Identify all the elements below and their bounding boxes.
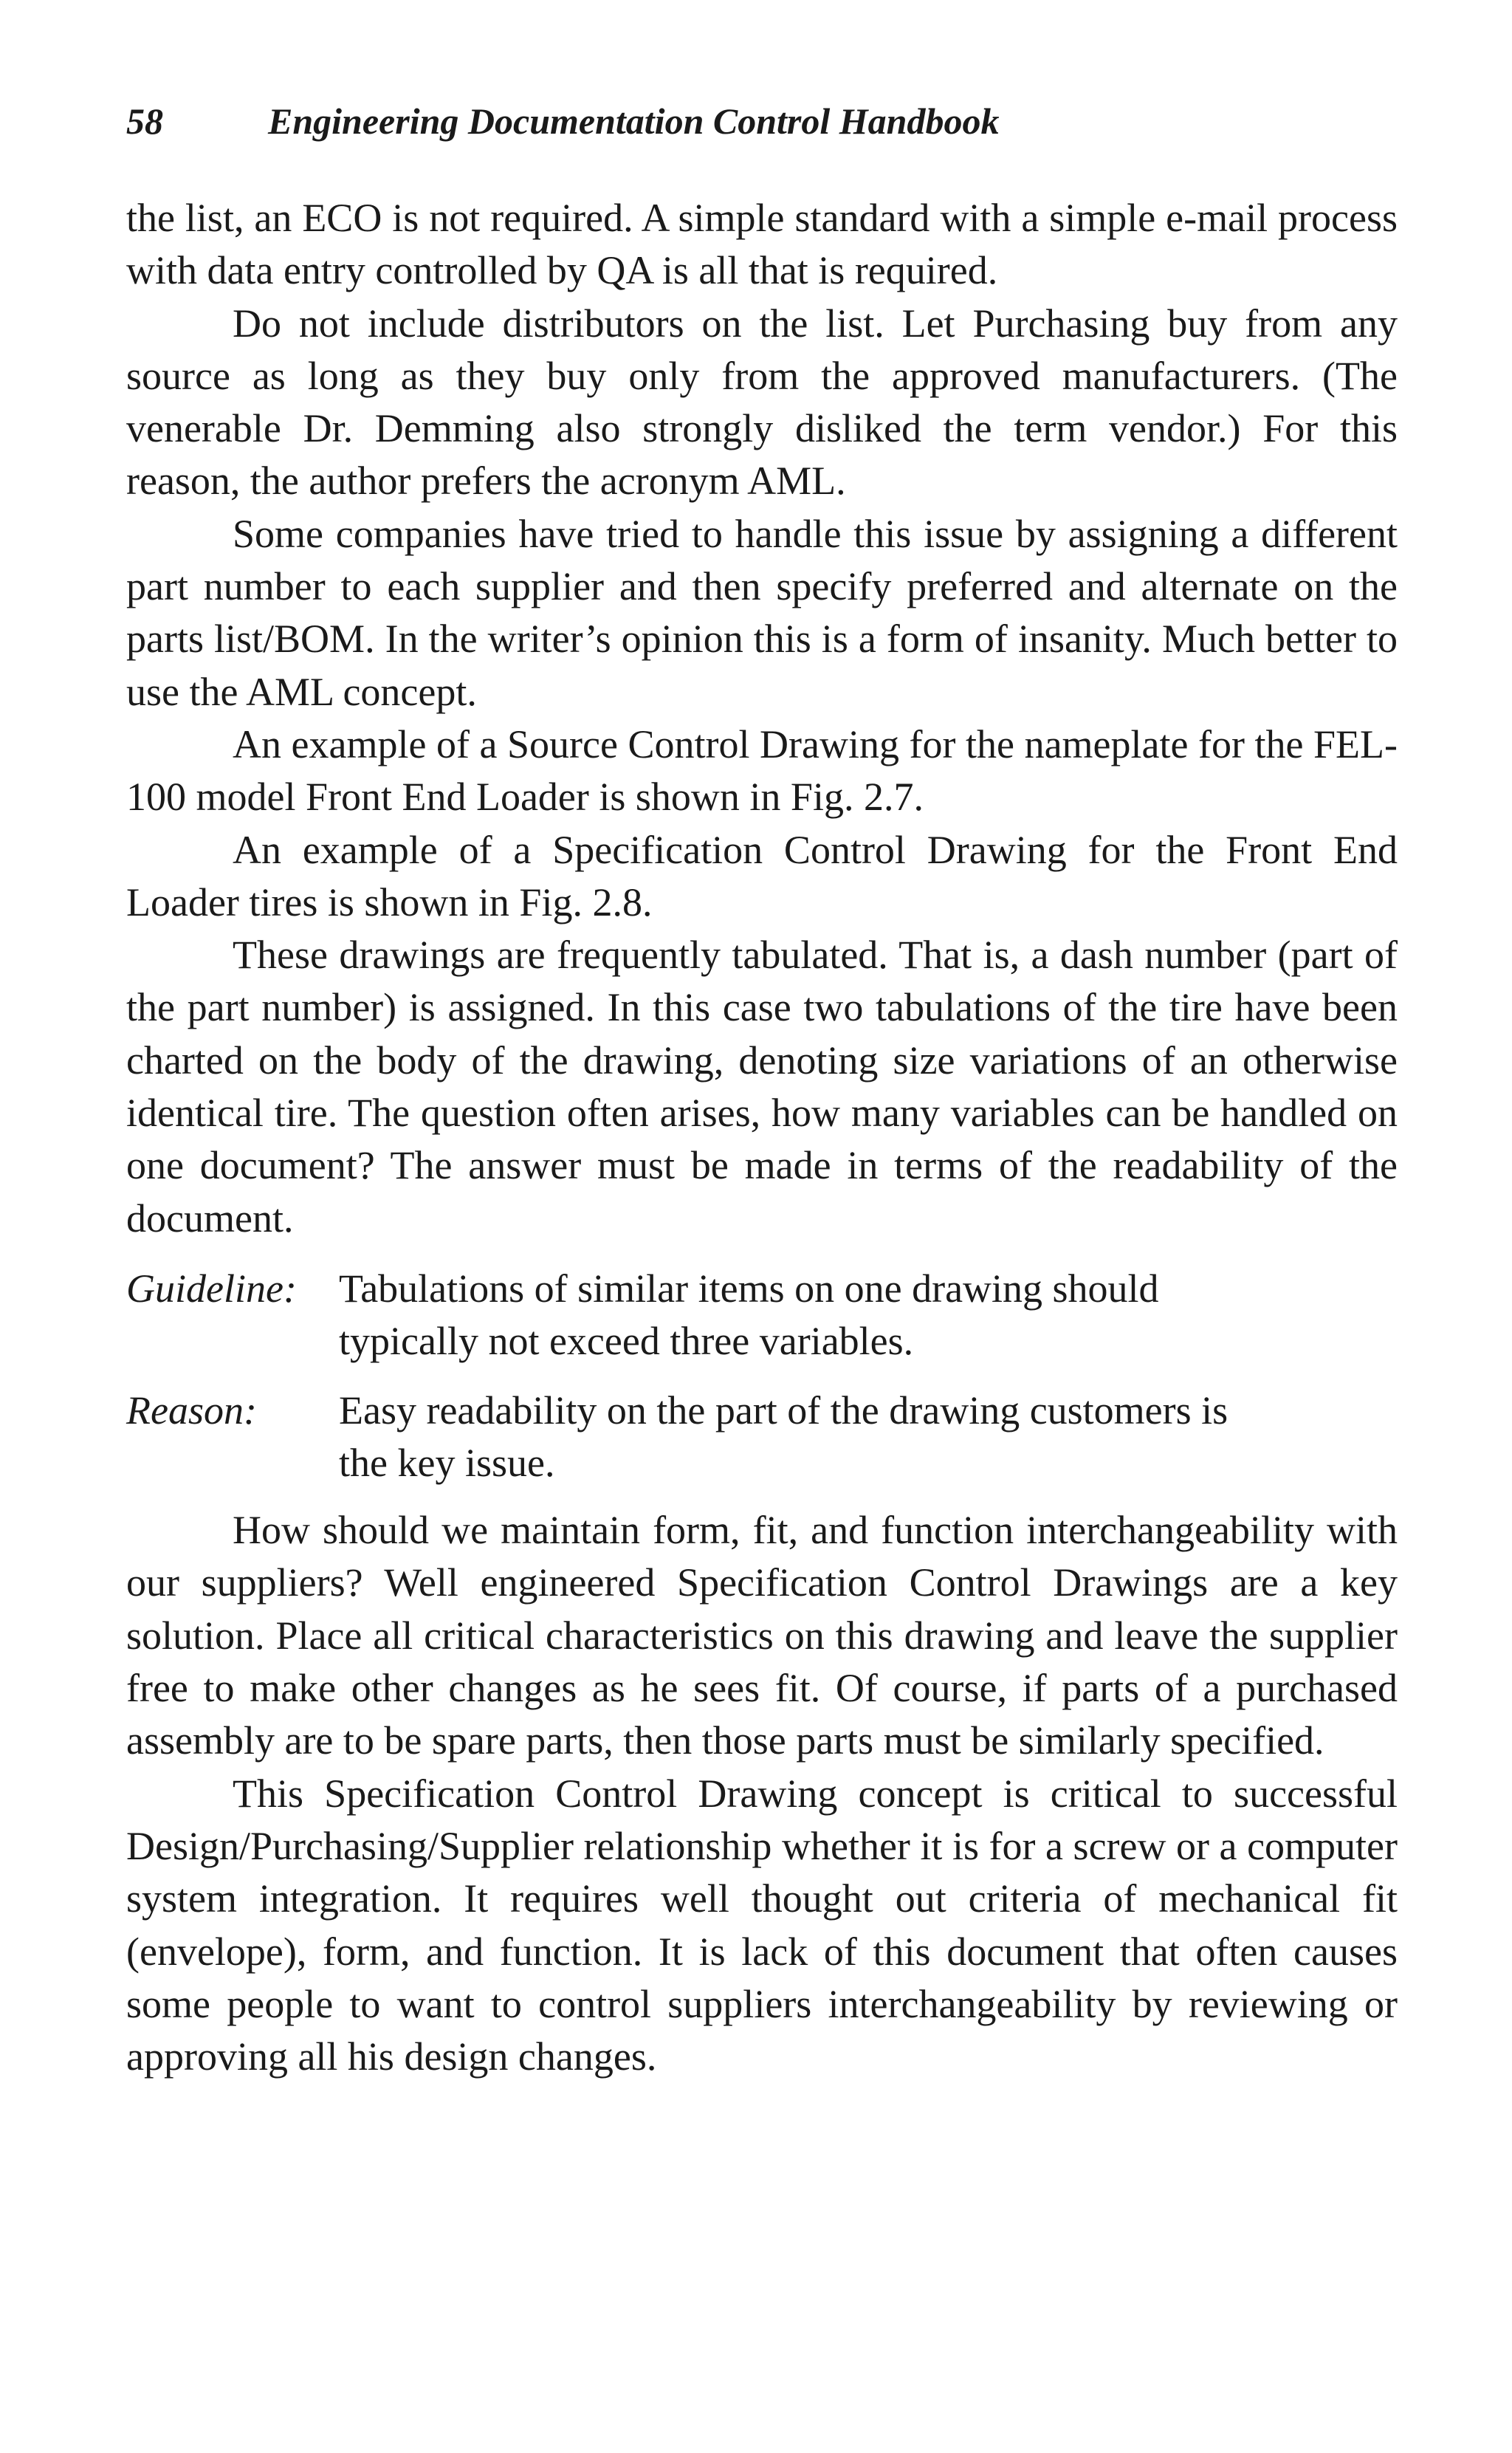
paragraph-interchangeability: How should we maintain form, fit, and function interchangeability with our suppliers? Well engineered Specification Control Drawings are a key solution. Place all critical characteristics on this drawing and leave the supplier free to make other changes as he sees fit. Of course, if parts of a purchased assembly are to be spare parts, then those parts must be similarly specified. bbox=[126, 1508, 1398, 1763]
paragraph-tabulation: These drawings are frequently tabulated. That is, a dash number (part of the part number) is assigned. In this case two tabulations of the tire have been charted on the body of the drawing, denoting size variations of an otherwise identical tire. The question often arises, how many variables can be handled on one document? The answer must be made in terms of the readability of the document. bbox=[126, 933, 1398, 1241]
paragraph-distributors: Do not include distributors on the list. Let Purchasing buy from any source as long as they buy only from the approved manufacturers. (The venerable Dr. Demming also strongly disliked the term vendor.) For this reason, the author prefers the acronym AML. bbox=[126, 301, 1398, 504]
page-number: 58 bbox=[126, 100, 163, 142]
body-text bbox=[126, 192, 1398, 2083]
book-title: Engineering Documentation Control Handbook bbox=[268, 100, 1000, 142]
reason-term: Reason: bbox=[126, 1387, 257, 1433]
running-head bbox=[126, 95, 1398, 148]
paragraph-spec-control-concept: This Specification Control Drawing concept is critical to successful Design/Purchasing/Supplier relationship whether it is for a screw or a computer system integration. It requires well thought out criteria of mechanical fit (envelope), form, and function. It is lack of this document that often causes some people to want to control suppliers interchangeability by reviewing or approving all his design changes. bbox=[126, 1771, 1398, 2079]
guideline-term: Guideline: bbox=[126, 1266, 297, 1311]
paragraph-spec-control-example: An example of a Specification Control Drawing for the Front End Loader tires is shown in Fig. 2.8. bbox=[126, 827, 1398, 924]
guideline-callout bbox=[126, 1263, 1398, 1368]
reason-callout bbox=[126, 1385, 1398, 1490]
page bbox=[126, 95, 1398, 2083]
paragraph-source-control-example: An example of a Source Control Drawing for the nameplate for the FEL-100 model Front End Loader is shown in Fig. 2.7. bbox=[126, 721, 1398, 820]
reason-text: Easy readability on the part of the drawing customers is the key issue. bbox=[339, 1387, 1228, 1485]
paragraph-continuation: the list, an ECO is not required. A simple standard with a simple e-mail process with data entry controlled by QA is all that is required. bbox=[126, 196, 1398, 293]
paragraph-part-numbers: Some companies have tried to handle this issue by assigning a different part number to each supplier and then specify preferred and alternate on the parts list/BOM. In the writer’s opinion this is a form of insanity. Much better to use the AML concept. bbox=[126, 511, 1398, 714]
guideline-text: Tabulations of similar items on one drawing should typically not exceed three variables. bbox=[339, 1266, 1159, 1364]
